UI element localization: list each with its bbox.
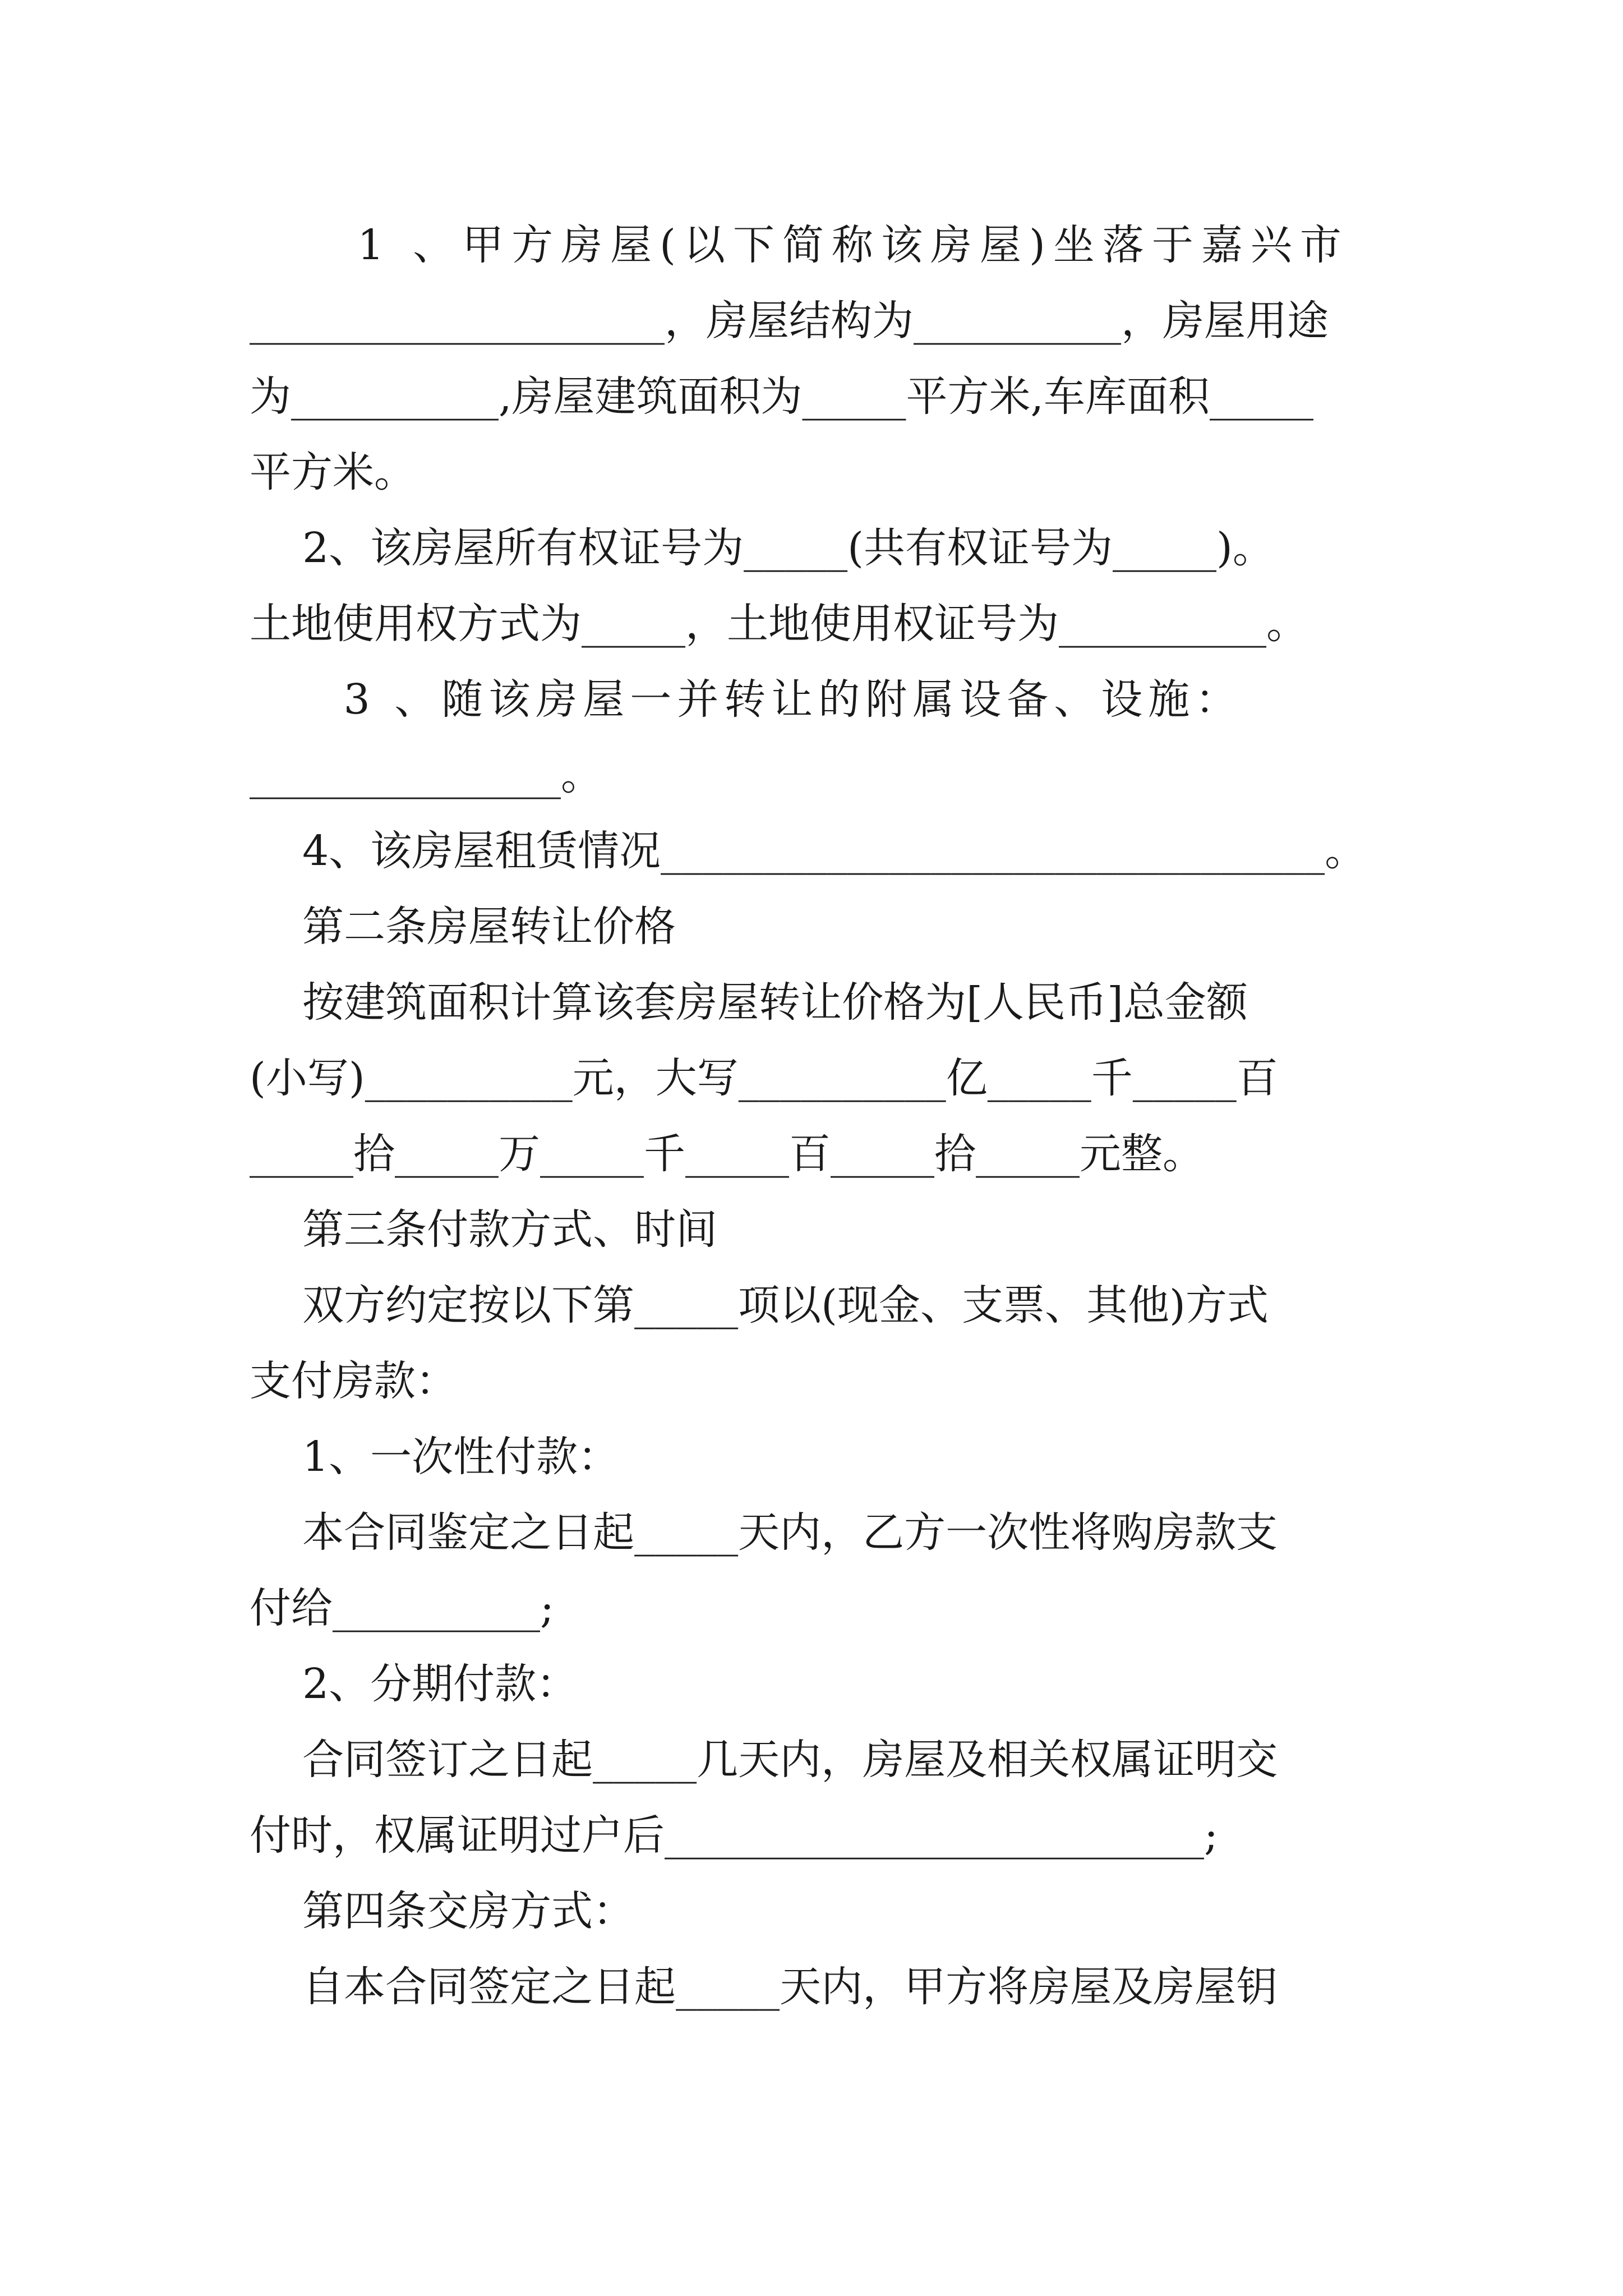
article-2-heading: 第二条房屋转让价格 bbox=[250, 903, 676, 951]
clause-4-line: 4、该房屋租赁情况________________________________。 bbox=[250, 827, 1367, 875]
clause-2-line-2: 土地使用权方式为_____，土地使用权证号为__________。 bbox=[250, 600, 1308, 648]
article-3-heading: 第三条付款方式、时间 bbox=[250, 1205, 718, 1254]
article-2-text-line-2: (小写)__________元，大写__________亿_____千_____百 bbox=[250, 1054, 1278, 1102]
clause-2-line-1: 2、该房屋所有权证号为_____(共有权证号为_____)。 bbox=[250, 524, 1274, 572]
payment-option-2-line-2: 付时，权属证明过户后__________________________; bbox=[250, 1811, 1218, 1860]
article-4-text-line-1: 自本合同签定之日起_____天内，甲方将房屋及房屋钥 bbox=[250, 1963, 1278, 2011]
clause-1-line-2: ____________________，房屋结构为__________，房屋用途 bbox=[250, 297, 1329, 345]
payment-option-1-heading: 1、一次性付款： bbox=[250, 1433, 620, 1481]
clause-1-line-3: 为__________,房屋建筑面积为_____平方米,车库面积_____ bbox=[250, 372, 1314, 421]
payment-option-2-heading: 2、分期付款： bbox=[250, 1660, 578, 1708]
article-4-heading: 第四条交房方式： bbox=[250, 1887, 635, 1935]
clause-3-line-2: _______________。 bbox=[250, 751, 602, 799]
article-3-text-line-2: 支付房款： bbox=[250, 1357, 457, 1405]
payment-option-2-line-1: 合同签订之日起_____几天内，房屋及相关权属证明交 bbox=[250, 1736, 1278, 1784]
clause-1-line-1: 1 、甲方房屋(以下简称该房屋)坐落于嘉兴市 bbox=[336, 221, 1349, 269]
clause-1-line-4: 平方米。 bbox=[250, 448, 416, 496]
article-2-text-line-3: _____拾_____万_____千_____百_____拾_____元整。 bbox=[250, 1130, 1204, 1178]
payment-option-1-line-1: 本合同鉴定之日起_____天内，乙方一次性将购房款支 bbox=[250, 1508, 1278, 1557]
article-3-text-line-1: 双方约定按以下第_____项以(现金、支票、其他)方式 bbox=[250, 1281, 1269, 1329]
article-2-text-line-1: 按建筑面积计算该套房屋转让价格为[人民币]总金额 bbox=[250, 978, 1248, 1027]
payment-option-1-line-2: 付给__________; bbox=[250, 1584, 554, 1632]
clause-3-line-1: 3 、随该房屋一并转让的附属设备、设施： bbox=[250, 675, 1243, 724]
